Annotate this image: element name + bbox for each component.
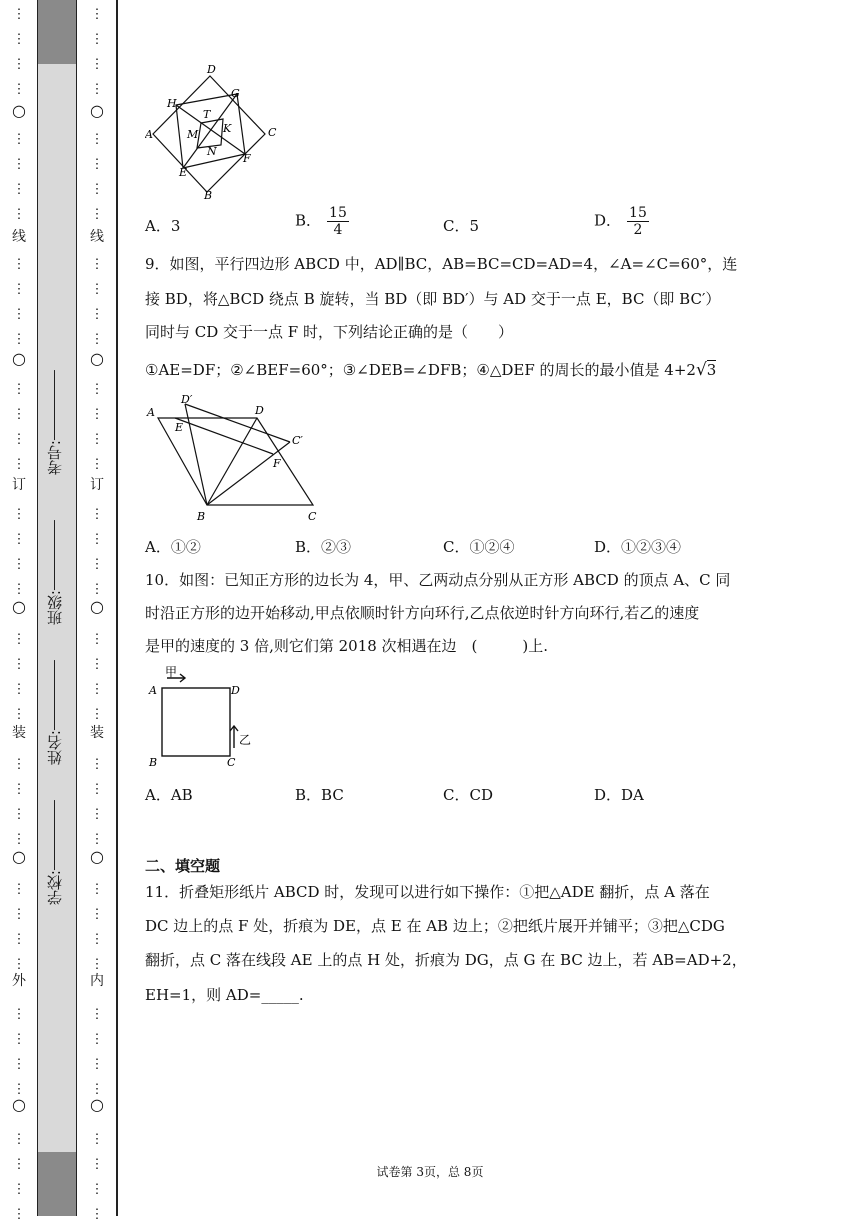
inner-dotted-line xyxy=(86,0,108,1222)
q8-label-K: K xyxy=(223,122,232,135)
outer-dots: ⋮ xyxy=(12,707,26,722)
inner-dots: ⋮ xyxy=(90,832,104,847)
inner-dots: ⋮ xyxy=(90,957,104,972)
inner-dots: ⋮ xyxy=(90,382,104,397)
outer-dots: ⋮ xyxy=(12,457,26,472)
outer-circle-mark: ○ xyxy=(12,847,26,866)
inner-dots: ⋮ xyxy=(90,882,104,897)
inner-dots: ⋮ xyxy=(90,132,104,147)
outer-dots: ⋮ xyxy=(12,132,26,147)
outer-dots: ⋮ xyxy=(12,1132,26,1147)
q8-label-C: C xyxy=(268,126,277,139)
inner-dots: ⋮ xyxy=(90,1007,104,1022)
q10-text-line3: 是甲的速度的 3 倍,则它们第 2018 次相遇在边 ( )上. xyxy=(145,637,549,655)
q9-label-D-prime: D′ xyxy=(181,393,193,406)
inner-dots: ⋮ xyxy=(90,507,104,522)
inner-dots: ⋮ xyxy=(90,557,104,572)
q9-label-F: F xyxy=(273,457,281,470)
inner-dots: ⋮ xyxy=(90,207,104,222)
outer-dots: ⋮ xyxy=(12,907,26,922)
q8-option-a[interactable]: A．3 xyxy=(145,217,181,235)
inner-dots: ⋮ xyxy=(90,7,104,22)
inner-circle-mark: ○ xyxy=(90,349,104,368)
q9-figure xyxy=(145,392,335,527)
q8-option-b[interactable] xyxy=(295,205,349,238)
outer-circle-mark: ○ xyxy=(12,349,26,368)
q8-label-D: D xyxy=(207,63,216,76)
q8-label-N: N xyxy=(207,145,217,158)
inner-dots: ⋮ xyxy=(90,1032,104,1047)
inner-dots: ⋮ xyxy=(90,757,104,772)
inner-circle-mark: ○ xyxy=(90,1095,104,1114)
q10-label-B: B xyxy=(149,756,158,769)
field-exam-no: 考号: xyxy=(44,370,70,475)
q9-label-B: B xyxy=(197,510,206,523)
outer-dots: ⋮ xyxy=(12,32,26,47)
inner-dots: ⋮ xyxy=(90,457,104,472)
q8-label-B: B xyxy=(204,189,213,202)
q10-label-C: C xyxy=(227,756,236,769)
outer-dots: ⋮ xyxy=(12,582,26,597)
outer-dots: ⋮ xyxy=(12,282,26,297)
q8-option-c[interactable]: C．5 xyxy=(443,217,480,235)
q10-text-line1: 10．如图：已知正方形的边长为 4，甲、乙两动点分别从正方形 ABCD 的顶点 A、C 同 xyxy=(145,571,731,589)
inner-circle-mark: ○ xyxy=(90,101,104,120)
q9-label-C-prime: C′ xyxy=(292,434,303,447)
q9-label-A: A xyxy=(147,406,155,419)
outer-dots: ⋮ xyxy=(12,257,26,272)
outer-dots: ⋮ xyxy=(12,382,26,397)
q10-label-A: A xyxy=(149,684,157,697)
inner-dots: ⋮ xyxy=(90,1057,104,1072)
outer-dots: ⋮ xyxy=(12,432,26,447)
outer-dots: ⋮ xyxy=(12,307,26,322)
outer-dots: ⋮ xyxy=(12,1057,26,1072)
outer-dots: ⋮ xyxy=(12,1082,26,1097)
q8-label-M: M xyxy=(187,128,199,141)
q11-text-line1: 11．折叠矩形纸片 ABCD 时，发现可以进行如下操作：①把△ADE 翻折，点 A 落在 xyxy=(145,883,710,901)
q9-option-b[interactable]: B．②③ xyxy=(295,538,352,556)
outer-dots: ⋮ xyxy=(12,532,26,547)
outer-dots: ⋮ xyxy=(12,1207,26,1222)
inner-dots: ⋮ xyxy=(90,807,104,822)
q11-text-line3: 翻折，点 C 落在线段 AE 上的点 H 处，折痕为 DG，点 G 在 BC 边上，若 AB=AD+2， xyxy=(145,951,747,969)
inner-mark-3: 内 xyxy=(90,973,104,989)
outer-dots: ⋮ xyxy=(12,1032,26,1047)
outer-mark-3: 外 xyxy=(12,973,26,989)
q9-option-c[interactable]: C．①②④ xyxy=(443,538,515,556)
inner-dots: ⋮ xyxy=(90,407,104,422)
inner-dots: ⋮ xyxy=(90,657,104,672)
field-school: 学校: xyxy=(44,800,70,905)
outer-dots: ⋮ xyxy=(12,82,26,97)
inner-dots: ⋮ xyxy=(90,32,104,47)
q8-label-G: G xyxy=(231,87,240,100)
q8-label-H: H xyxy=(167,97,177,110)
field-class: 班级: xyxy=(44,520,70,625)
info-strip xyxy=(37,0,77,1216)
q8-label-E: E xyxy=(179,166,188,179)
q10-label-yi: 乙 xyxy=(239,733,252,747)
outer-dots: ⋮ xyxy=(12,182,26,197)
q9-label-C: C xyxy=(308,510,317,523)
q9-statements xyxy=(145,360,716,380)
q8-label-A: A xyxy=(145,128,153,141)
q8-label-F: F xyxy=(243,152,251,165)
inner-dots: ⋮ xyxy=(90,432,104,447)
q9-text-line3: 同时与 CD 交于一点 F 时，下列结论正确的是（ ） xyxy=(145,323,513,341)
q8-option-b-fraction: $\frac{15}{4}$ xyxy=(329,205,347,238)
outer-dots: ⋮ xyxy=(12,957,26,972)
inner-dots: ⋮ xyxy=(90,1132,104,1147)
outer-dots: ⋮ xyxy=(12,882,26,897)
outer-dots: ⋮ xyxy=(12,1007,26,1022)
q9-option-d[interactable]: D．①②③④ xyxy=(594,538,682,556)
q8-figure xyxy=(145,62,285,202)
outer-dots: ⋮ xyxy=(12,807,26,822)
inner-circle-mark: ○ xyxy=(90,597,104,616)
outer-circle-mark: ○ xyxy=(12,597,26,616)
inner-dots: ⋮ xyxy=(90,82,104,97)
q10-label-D: D xyxy=(231,684,240,697)
outer-mark-1: 订 xyxy=(12,477,26,493)
outer-dots: ⋮ xyxy=(12,832,26,847)
outer-dots: ⋮ xyxy=(12,332,26,347)
inner-dots: ⋮ xyxy=(90,157,104,172)
inner-dots: ⋮ xyxy=(90,1157,104,1172)
inner-dots: ⋮ xyxy=(90,932,104,947)
q9-sqrt-value: 3 xyxy=(706,361,717,379)
q9-text-line1: 9．如图，平行四边形 ABCD 中，AD∥BC，AB=BC=CD=AD=4，∠A=∠C=60°，连 xyxy=(145,255,738,273)
inner-dots: ⋮ xyxy=(90,682,104,697)
q10-option-d[interactable]: D．DA xyxy=(594,786,644,804)
page-footer: 试卷第 3页，总 8页 xyxy=(376,1165,484,1179)
inner-dots: ⋮ xyxy=(90,182,104,197)
q10-option-b[interactable]: B．BC xyxy=(295,786,344,804)
outer-circle-mark: ○ xyxy=(12,101,26,120)
outer-dots: ⋮ xyxy=(12,57,26,72)
outer-dots: ⋮ xyxy=(12,782,26,797)
inner-dots: ⋮ xyxy=(90,782,104,797)
inner-dots: ⋮ xyxy=(90,532,104,547)
inner-dots: ⋮ xyxy=(90,582,104,597)
outer-dots: ⋮ xyxy=(12,632,26,647)
field-name: 姓名: xyxy=(44,660,70,765)
inner-dots: ⋮ xyxy=(90,1082,104,1097)
inner-dots: ⋮ xyxy=(90,1207,104,1222)
q9-label-D: D xyxy=(255,404,264,417)
q10-text-line2: 时沿正方形的边开始移动,甲点依顺时针方向环行,乙点依逆时针方向环行,若乙的速度 xyxy=(145,604,700,622)
q9-option-a[interactable]: A．①② xyxy=(145,538,201,556)
outer-dots: ⋮ xyxy=(12,1182,26,1197)
binding-margin xyxy=(0,0,118,1222)
outer-dots: ⋮ xyxy=(12,7,26,22)
outer-dots: ⋮ xyxy=(12,932,26,947)
q10-label-jia: 甲 xyxy=(165,665,178,679)
inner-dots: ⋮ xyxy=(90,57,104,72)
q11-text-line2: DC 边上的点 F 处，折痕为 DE，点 E 在 AB 边上；②把纸片展开并铺平；③把△CDG xyxy=(145,917,725,935)
q8-option-d-label: D． xyxy=(594,211,622,230)
inner-dots: ⋮ xyxy=(90,907,104,922)
q10-option-c[interactable]: C．CD xyxy=(443,786,493,804)
outer-dots: ⋮ xyxy=(12,557,26,572)
q8-label-T: T xyxy=(203,108,211,121)
sqrt-symbol: √ xyxy=(695,360,707,380)
outer-dots: ⋮ xyxy=(12,682,26,697)
q11-text-line4[interactable]: EH=1，则 AD=_____. xyxy=(145,986,304,1004)
q9-text-line2: 接 BD，将△BCD 绕点 B 旋转，当 BD（即 BD′）与 AD 交于一点 E，BC（即 BC′） xyxy=(145,290,721,308)
binding-rule xyxy=(116,0,118,1216)
outer-dots: ⋮ xyxy=(12,207,26,222)
inner-dots: ⋮ xyxy=(90,307,104,322)
inner-mark-2: 装 xyxy=(90,725,104,741)
outer-dots: ⋮ xyxy=(12,657,26,672)
outer-dots: ⋮ xyxy=(12,757,26,772)
outer-dots: ⋮ xyxy=(12,507,26,522)
outer-dotted-line xyxy=(8,0,30,1222)
q8-option-d[interactable] xyxy=(594,205,649,238)
inner-dots: ⋮ xyxy=(90,707,104,722)
outer-dots: ⋮ xyxy=(12,1157,26,1172)
q8-option-d-fraction: $\frac{15}{2}$ xyxy=(629,205,647,238)
outer-mark-0: 线 xyxy=(12,229,26,245)
inner-mark-1: 订 xyxy=(90,477,104,493)
inner-circle-mark: ○ xyxy=(90,847,104,866)
inner-dots: ⋮ xyxy=(90,632,104,647)
inner-dots: ⋮ xyxy=(90,282,104,297)
outer-dots: ⋮ xyxy=(12,407,26,422)
inner-mark-0: 线 xyxy=(90,229,104,245)
outer-circle-mark: ○ xyxy=(12,1095,26,1114)
inner-dots: ⋮ xyxy=(90,332,104,347)
q10-figure xyxy=(145,664,265,774)
strip-top-block xyxy=(38,0,76,64)
inner-dots: ⋮ xyxy=(90,1182,104,1197)
q8-option-b-label: B． xyxy=(295,211,322,230)
strip-bottom-block xyxy=(38,1152,76,1216)
outer-mark-2: 装 xyxy=(12,725,26,741)
q9-statements-text: ①AE=DF；②∠BEF=60°；③∠DEB=∠DFB；④△DEF 的周长的最小值是 4+2 xyxy=(145,361,696,379)
q9-label-E: E xyxy=(175,421,184,434)
inner-dots: ⋮ xyxy=(90,257,104,272)
outer-dots: ⋮ xyxy=(12,157,26,172)
q10-option-a[interactable]: A．AB xyxy=(145,786,193,804)
section-title-fill-in: 二、填空题 xyxy=(145,857,221,875)
